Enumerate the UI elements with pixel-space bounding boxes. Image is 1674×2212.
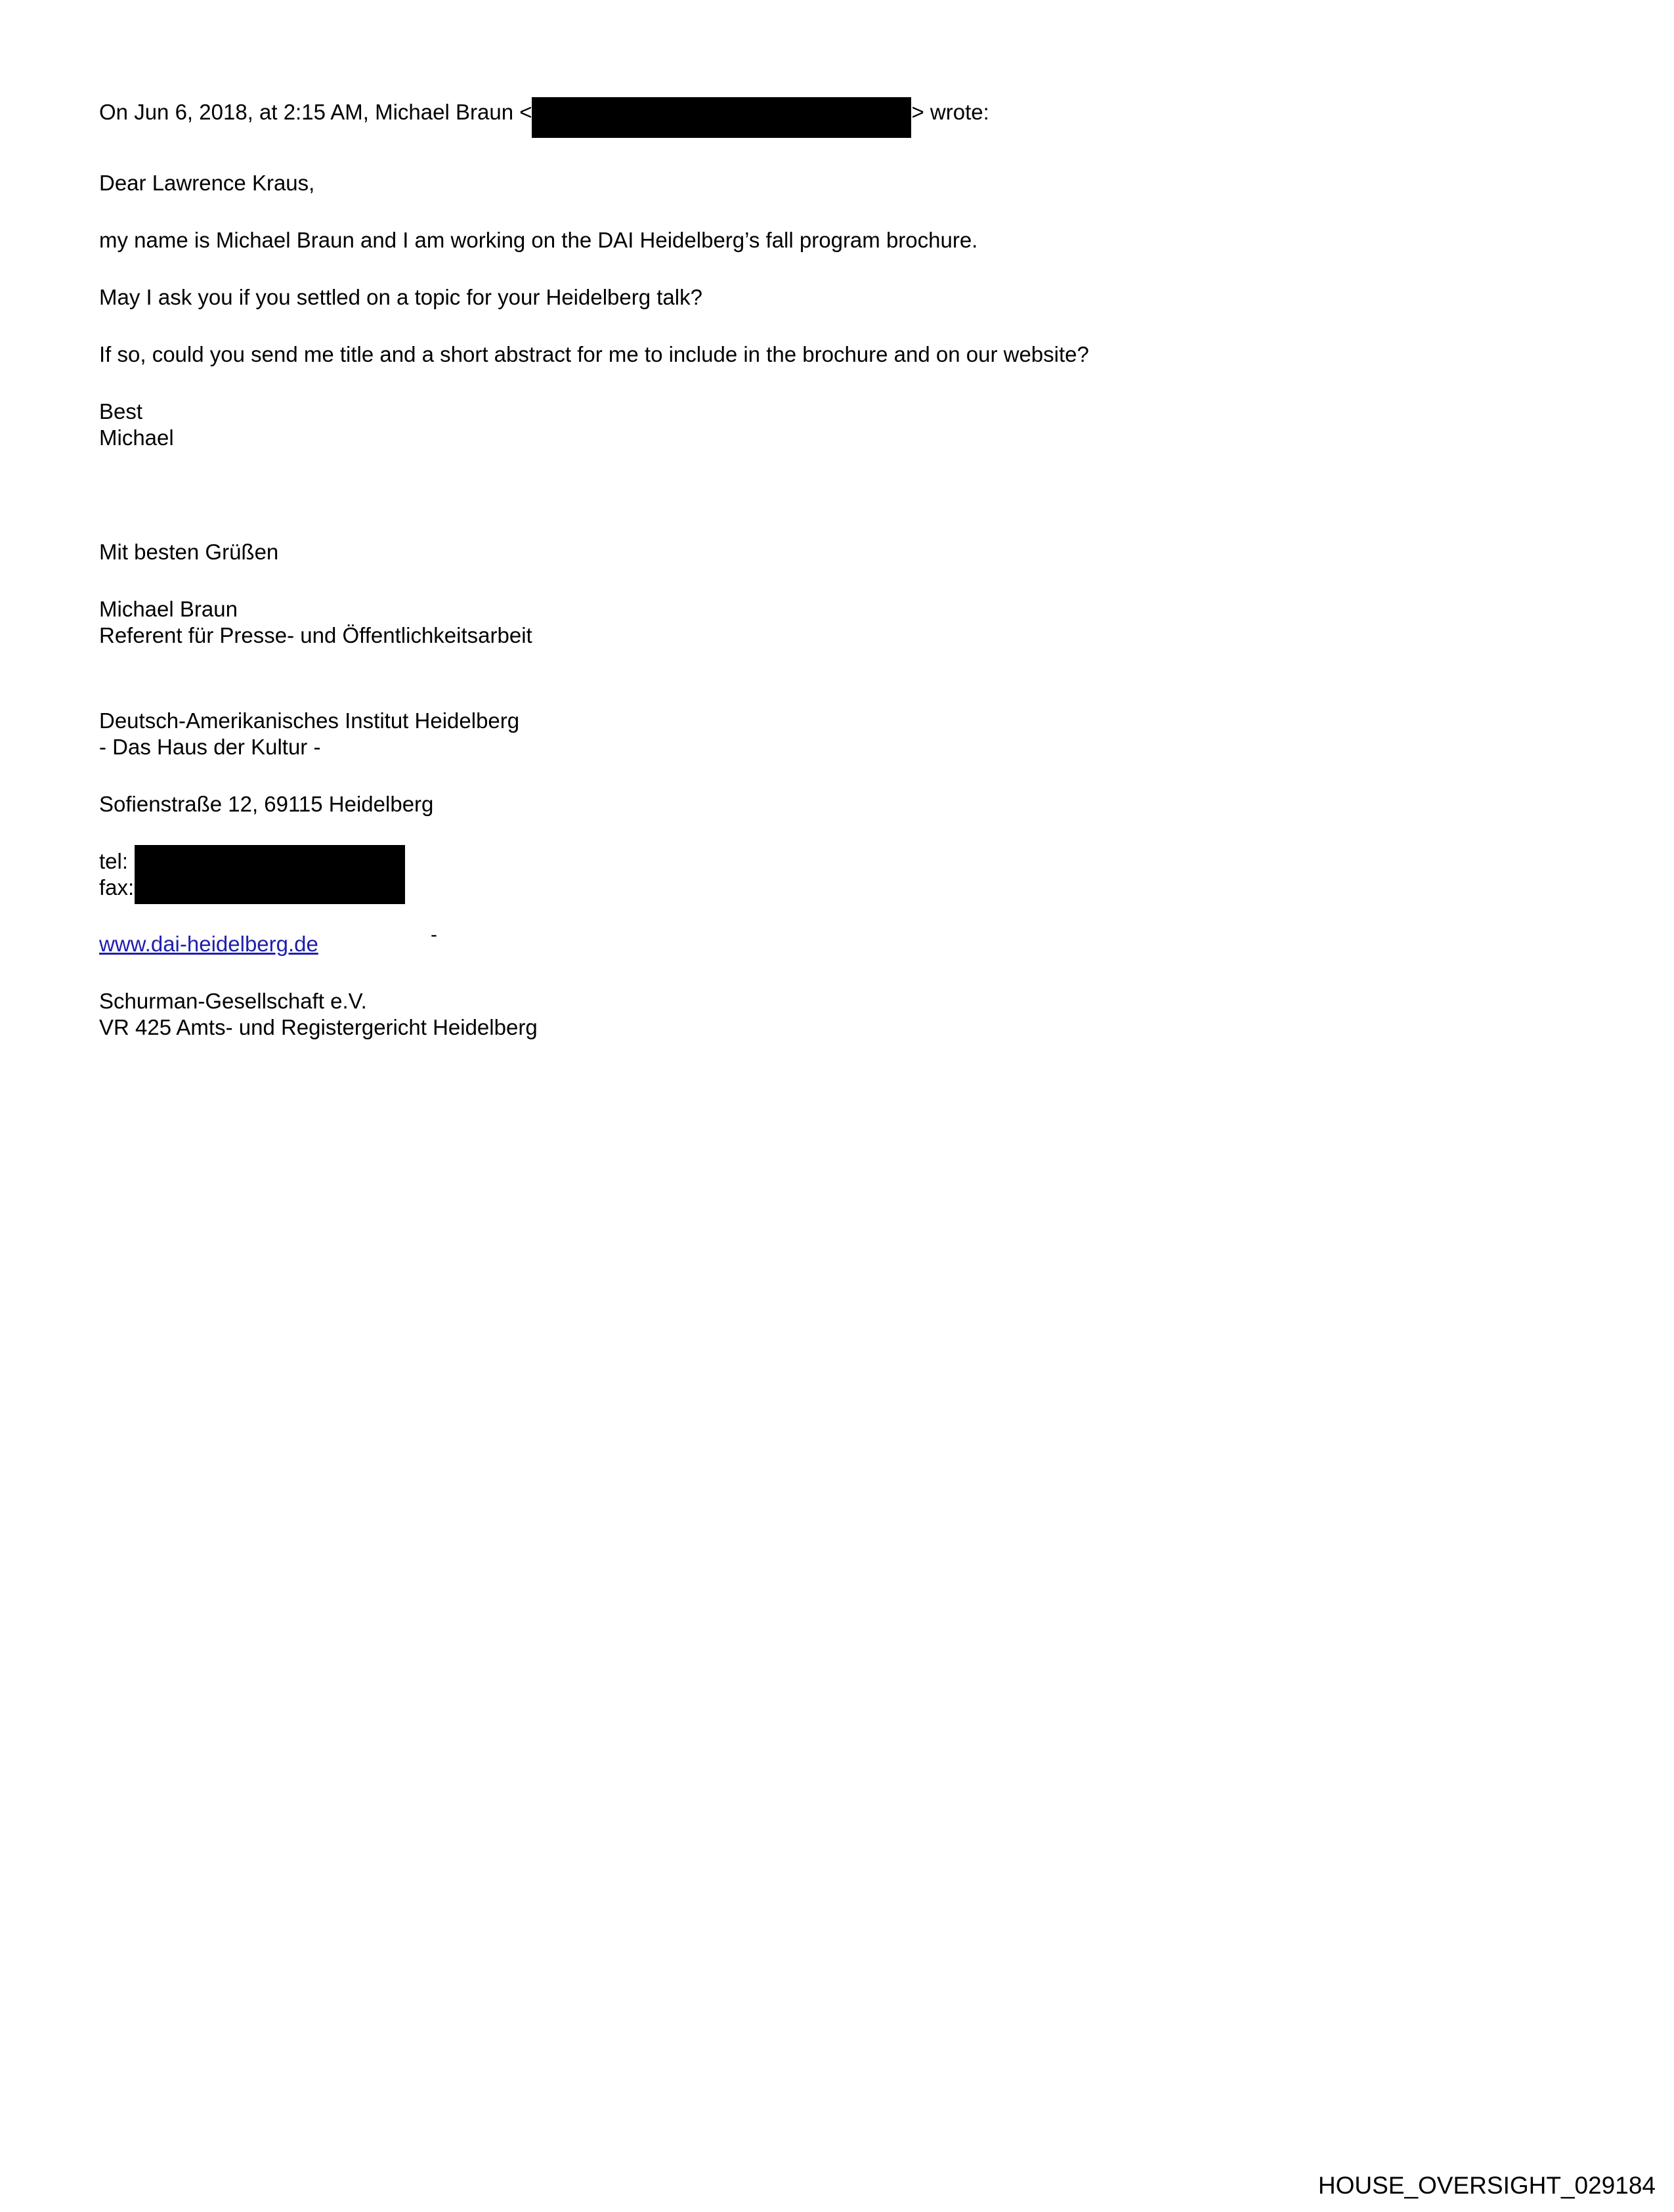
stray-dash-mark: - [431, 924, 437, 945]
tel-fax-block [99, 848, 1583, 901]
greeting-line: Dear Lawrence Kraus, [99, 171, 315, 195]
organization-tagline: - Das Haus der Kultur - [99, 735, 321, 759]
legal-block [99, 988, 1583, 1041]
email-document [99, 97, 1583, 1041]
organization-address: Sofienstraße 12, 69115 Heidelberg [99, 792, 434, 816]
quote-header-line [99, 97, 1583, 138]
signoff-block [99, 399, 1583, 451]
signature-name-block [99, 596, 1583, 649]
signature-title: Referent für Presse- und Öffentlichkeitsarbeit [99, 623, 532, 647]
body-paragraph-2: May I ask you if you settled on a topic for your Heidelberg talk? [99, 285, 702, 309]
signoff-line-2: Michael [99, 425, 174, 450]
quote-header-prefix: On Jun 6, 2018, at 2:15 AM, Michael Braun < [99, 100, 532, 124]
signoff-line-1: Best [99, 399, 143, 423]
website-link[interactable]: www.dai-heidelberg.de [99, 932, 318, 956]
fax-label: fax: [99, 875, 135, 900]
body-paragraph-1: my name is Michael Braun and I am working on the DAI Heidelberg’s fall program brochure. [99, 228, 978, 252]
bates-number: HOUSE_OVERSIGHT_029184 [1318, 2172, 1656, 2199]
organization-name: Deutsch-Amerikanisches Institut Heidelberg [99, 708, 520, 733]
tel-label: tel: [99, 849, 129, 873]
legal-registration: VR 425 Amts- und Registergericht Heidelberg [99, 1015, 538, 1039]
redacted-email-address-box [532, 97, 911, 138]
quote-header-suffix: > wrote: [911, 100, 989, 124]
website-line [99, 924, 1583, 957]
redacted-phone-fax-box [135, 845, 405, 904]
organization-block [99, 708, 1583, 760]
signature-name: Michael Braun [99, 597, 238, 621]
body-paragraph-3: If so, could you send me title and a short abstract for me to include in the brochure and on our website? [99, 342, 1089, 366]
legal-entity: Schurman-Gesellschaft e.V. [99, 989, 367, 1013]
signature-greeting-de: Mit besten Grüßen [99, 540, 279, 564]
